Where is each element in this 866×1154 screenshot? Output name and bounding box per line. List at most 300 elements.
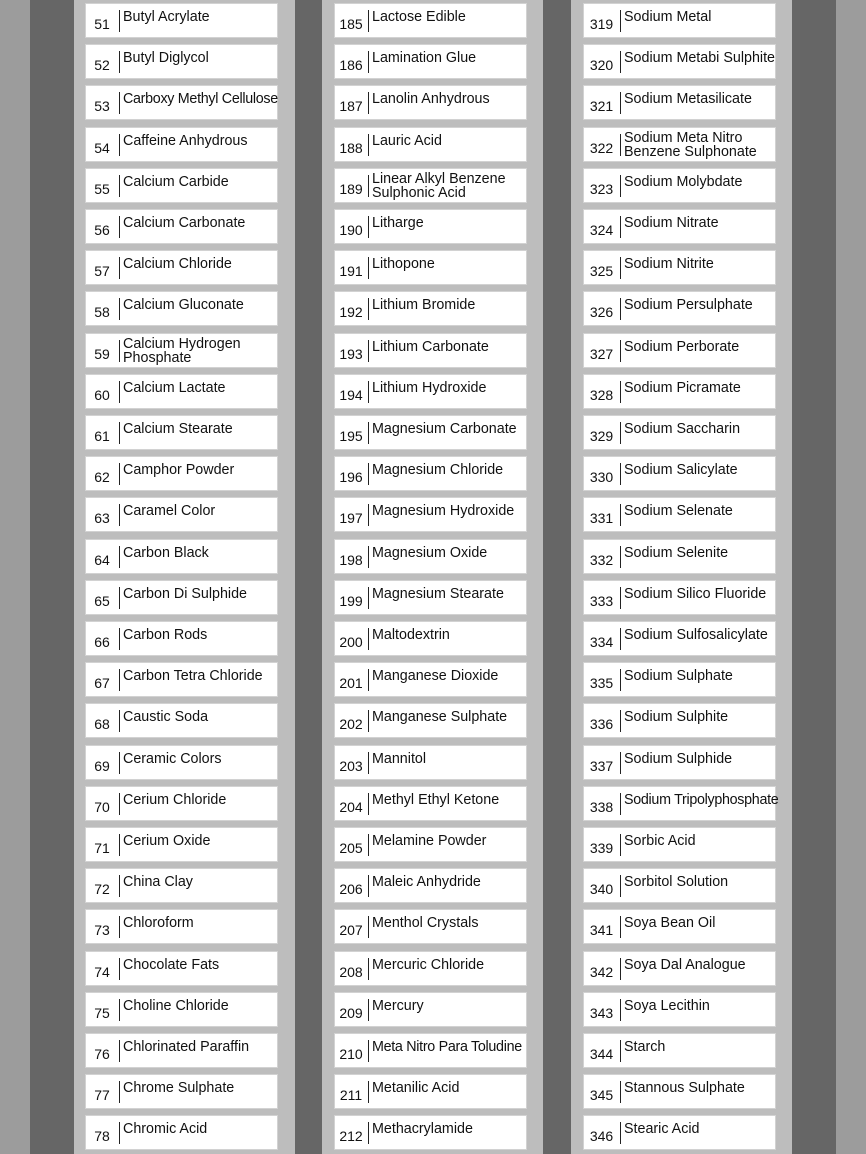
item-divider [119, 628, 120, 650]
item-divider [620, 1040, 621, 1062]
list-item [334, 85, 527, 120]
item-number: 337 [589, 758, 614, 774]
list-item [85, 909, 278, 944]
list-item [85, 497, 278, 532]
item-number: 71 [94, 840, 110, 856]
list-item [583, 703, 776, 738]
item-divider [119, 216, 120, 238]
item-divider [620, 669, 621, 691]
item-name: Lactose Edible [372, 8, 466, 25]
item-name: Melamine Powder [372, 832, 487, 849]
item-name: Manganese Dioxide [372, 667, 499, 684]
item-number: 53 [94, 98, 110, 114]
list-item [85, 374, 278, 409]
item-number: 73 [94, 922, 110, 938]
item-name: Cerium Chloride [123, 791, 227, 808]
list-item [583, 992, 776, 1027]
item-name: Magnesium Stearate [372, 585, 504, 602]
list-item [334, 1074, 527, 1109]
list-item [334, 951, 527, 986]
item-name: Sodium Saccharin [624, 420, 741, 437]
item-divider [119, 1081, 120, 1103]
item-number: 332 [589, 552, 614, 568]
item-number: 341 [589, 922, 614, 938]
item-number: 346 [589, 1128, 614, 1144]
item-divider [119, 546, 120, 568]
list-item [85, 868, 278, 903]
item-name: Methyl Ethyl Ketone [372, 791, 500, 808]
list-item [85, 621, 278, 656]
item-number: 333 [589, 593, 614, 609]
item-divider [620, 175, 621, 197]
item-divider [368, 92, 369, 114]
item-number: 206 [339, 881, 363, 897]
stripe-right-outer [836, 0, 866, 1154]
list-item [334, 497, 527, 532]
item-name: Sodium Nitrite [624, 255, 714, 272]
item-divider [620, 752, 621, 774]
item-name: Cerium Oxide [123, 832, 211, 849]
item-name: Magnesium Hydroxide [372, 502, 515, 519]
list-item [85, 291, 278, 326]
list-item [334, 3, 527, 38]
item-name: Calcium Gluconate [123, 296, 244, 313]
item-name: Linear Alkyl Benzene Sulphonic Acid [372, 170, 506, 201]
item-name: Sodium Silico Fluoride [624, 585, 767, 602]
list-item [334, 992, 527, 1027]
item-name: Metanilic Acid [372, 1079, 460, 1096]
list-item [583, 745, 776, 780]
list-item [334, 168, 527, 203]
list-item [583, 662, 776, 697]
item-name: Caffeine Anhydrous [123, 132, 248, 149]
item-number: 326 [589, 304, 614, 320]
item-number: 345 [589, 1087, 614, 1103]
list-item [334, 456, 527, 491]
item-divider [368, 298, 369, 320]
item-divider [368, 834, 369, 856]
item-number: 59 [94, 346, 110, 362]
item-name: Sodium Perborate [624, 338, 740, 355]
item-number: 319 [589, 16, 614, 32]
list-item [85, 992, 278, 1027]
list-item [334, 250, 527, 285]
list-item [583, 250, 776, 285]
item-divider [620, 999, 621, 1021]
item-number: 322 [589, 140, 614, 156]
list-item [85, 827, 278, 862]
item-divider [119, 175, 120, 197]
list-item [85, 250, 278, 285]
item-divider [620, 463, 621, 485]
item-number: 51 [94, 16, 110, 32]
item-number: 58 [94, 304, 110, 320]
list-item [334, 209, 527, 244]
item-divider [368, 1040, 369, 1062]
item-name: China Clay [123, 873, 193, 890]
item-number: 329 [589, 428, 614, 444]
item-name: Lithium Hydroxide [372, 379, 487, 396]
item-number: 68 [94, 716, 110, 732]
item-name: Menthol Crystals [372, 914, 479, 931]
item-divider [368, 175, 369, 197]
item-name: Caustic Soda [123, 708, 209, 725]
item-name: Magnesium Chloride [372, 461, 504, 478]
item-divider [368, 257, 369, 279]
item-number: 198 [339, 552, 363, 568]
item-number: 194 [339, 387, 363, 403]
item-name: Calcium Carbide [123, 173, 229, 190]
item-number: 209 [339, 1005, 363, 1021]
item-name: Carbon Di Sulphide [123, 585, 247, 602]
list-item [583, 374, 776, 409]
item-name: Maltodextrin [372, 626, 450, 643]
item-name: Camphor Powder [123, 461, 235, 478]
item-divider [620, 834, 621, 856]
item-number: 186 [339, 57, 363, 73]
item-name: Sodium Tripolyphosphate [624, 791, 779, 808]
item-name: Meta Nitro Para Toludine [372, 1038, 522, 1055]
item-number: 200 [339, 634, 363, 650]
item-number: 320 [589, 57, 614, 73]
item-divider [620, 92, 621, 114]
item-name: Litharge [372, 214, 424, 231]
item-divider [368, 381, 369, 403]
item-divider [620, 340, 621, 362]
list-item [334, 909, 527, 944]
item-number: 212 [339, 1128, 363, 1144]
item-divider [119, 710, 120, 732]
item-number: 211 [339, 1087, 363, 1103]
item-number: 207 [339, 922, 363, 938]
item-name: Maleic Anhydride [372, 873, 481, 890]
item-name: Carboxy Methyl Cellulose [123, 90, 278, 107]
list-item [334, 868, 527, 903]
item-name: Caramel Color [123, 502, 216, 519]
item-name: Sodium Metal [624, 8, 712, 25]
item-number: 334 [589, 634, 614, 650]
list-item [334, 1115, 527, 1150]
list-item [85, 127, 278, 162]
list-item [85, 209, 278, 244]
list-item [334, 333, 527, 368]
item-number: 325 [589, 263, 614, 279]
item-name: Sodium Sulfosalicylate [624, 626, 768, 643]
item-divider [620, 504, 621, 526]
item-number: 62 [94, 469, 110, 485]
list-item [583, 456, 776, 491]
list-item [583, 209, 776, 244]
list-item [583, 909, 776, 944]
item-number: 203 [339, 758, 363, 774]
item-name: Choline Chloride [123, 997, 229, 1014]
list-item [334, 44, 527, 79]
item-number: 204 [339, 799, 363, 815]
item-name: Soya Lecithin [624, 997, 710, 1014]
item-divider [620, 422, 621, 444]
list-item [85, 1115, 278, 1150]
list-item [334, 745, 527, 780]
item-number: 60 [94, 387, 110, 403]
item-divider [119, 875, 120, 897]
list-item [85, 44, 278, 79]
item-name: Lanolin Anhydrous [372, 90, 490, 107]
item-name: Sorbic Acid [624, 832, 696, 849]
list-item [85, 703, 278, 738]
item-divider [119, 587, 120, 609]
item-number: 197 [339, 510, 363, 526]
list-item [85, 580, 278, 615]
item-divider [620, 710, 621, 732]
list-item [85, 1074, 278, 1109]
item-number: 331 [589, 510, 614, 526]
item-number: 189 [339, 181, 363, 197]
item-name: Sodium Sulphide [624, 750, 733, 767]
item-name: Magnesium Carbonate [372, 420, 517, 437]
item-number: 335 [589, 675, 614, 691]
item-name: Manganese Sulphate [372, 708, 508, 725]
item-divider [368, 752, 369, 774]
item-divider [620, 1122, 621, 1144]
item-number: 61 [94, 428, 110, 444]
item-number: 72 [94, 881, 110, 897]
item-name: Calcium Chloride [123, 255, 232, 272]
item-number: 338 [589, 799, 614, 815]
item-name: Mercury [372, 997, 424, 1014]
list-item [334, 703, 527, 738]
item-name: Calcium Lactate [123, 379, 226, 396]
list-item [334, 374, 527, 409]
item-divider [368, 999, 369, 1021]
item-name: Chlorinated Paraffin [123, 1038, 250, 1055]
item-divider [119, 834, 120, 856]
item-divider [368, 1081, 369, 1103]
item-divider [119, 793, 120, 815]
item-divider [368, 669, 369, 691]
item-divider [119, 298, 120, 320]
item-divider [368, 134, 369, 156]
list-item [583, 333, 776, 368]
item-name: Sodium Selenate [624, 502, 733, 519]
item-divider [119, 51, 120, 73]
item-number: 187 [339, 98, 363, 114]
item-number: 56 [94, 222, 110, 238]
item-name: Carbon Black [123, 544, 209, 561]
item-divider [119, 381, 120, 403]
item-number: 78 [94, 1128, 110, 1144]
stripe-left-outer [0, 0, 30, 1154]
item-divider [620, 587, 621, 609]
item-divider [368, 958, 369, 980]
item-number: 65 [94, 593, 110, 609]
item-divider [368, 710, 369, 732]
item-number: 54 [94, 140, 110, 156]
item-number: 201 [339, 675, 363, 691]
item-divider [368, 422, 369, 444]
list-item [334, 662, 527, 697]
list-item [583, 951, 776, 986]
item-name: Butyl Acrylate [123, 8, 210, 25]
item-divider [368, 628, 369, 650]
item-name: Calcium Hydrogen Phosphate [123, 335, 241, 366]
item-name: Soya Dal Analogue [624, 956, 746, 973]
item-name: Chrome Sulphate [123, 1079, 235, 1096]
stripe-left-dark [30, 0, 74, 1154]
list-item [583, 827, 776, 862]
item-number: 69 [94, 758, 110, 774]
item-divider [119, 752, 120, 774]
item-divider [368, 587, 369, 609]
item-number: 344 [589, 1046, 614, 1062]
item-name: Methacrylamide [372, 1120, 473, 1137]
item-number: 202 [339, 716, 363, 732]
item-number: 75 [94, 1005, 110, 1021]
item-number: 324 [589, 222, 614, 238]
list-item [583, 1115, 776, 1150]
item-name: Calcium Carbonate [123, 214, 246, 231]
item-divider [620, 216, 621, 238]
item-name: Lithium Carbonate [372, 338, 489, 355]
item-divider [620, 916, 621, 938]
list-item [583, 3, 776, 38]
item-name: Carbon Rods [123, 626, 208, 643]
item-name: Ceramic Colors [123, 750, 222, 767]
item-name: Mannitol [372, 750, 427, 767]
item-name: Sodium Nitrate [624, 214, 719, 231]
item-number: 196 [339, 469, 363, 485]
item-name: Mercuric Chloride [372, 956, 485, 973]
item-name: Sodium Picramate [624, 379, 741, 396]
list-item [85, 786, 278, 821]
item-divider [368, 51, 369, 73]
list-item [85, 662, 278, 697]
list-item [583, 85, 776, 120]
list-item [583, 868, 776, 903]
item-divider [620, 1081, 621, 1103]
list-item [583, 44, 776, 79]
list-item [85, 415, 278, 450]
list-item [583, 168, 776, 203]
item-divider [119, 340, 120, 362]
item-divider [368, 463, 369, 485]
item-number: 205 [339, 840, 363, 856]
item-divider [119, 1040, 120, 1062]
item-divider [368, 340, 369, 362]
item-number: 74 [94, 964, 110, 980]
item-number: 342 [589, 964, 614, 980]
list-item [85, 168, 278, 203]
list-item [85, 745, 278, 780]
list-item [334, 415, 527, 450]
item-divider [119, 669, 120, 691]
item-number: 328 [589, 387, 614, 403]
item-number: 327 [589, 346, 614, 362]
item-number: 55 [94, 181, 110, 197]
item-name: Stannous Sulphate [624, 1079, 745, 1096]
item-name: Sorbitol Solution [624, 873, 729, 890]
item-divider [119, 10, 120, 32]
list-item [583, 1074, 776, 1109]
item-name: Sodium Meta Nitro Benzene Sulphonate [624, 129, 757, 160]
item-number: 64 [94, 552, 110, 568]
item-divider [620, 51, 621, 73]
item-name: Chromic Acid [123, 1120, 208, 1137]
item-number: 199 [339, 593, 363, 609]
list-item [85, 3, 278, 38]
item-divider [119, 134, 120, 156]
item-divider [119, 92, 120, 114]
item-name: Sodium Persulphate [624, 296, 753, 313]
item-number: 52 [94, 57, 110, 73]
item-divider [368, 1122, 369, 1144]
stripe-gap-2 [543, 0, 571, 1154]
list-item [583, 497, 776, 532]
item-divider [620, 546, 621, 568]
item-number: 323 [589, 181, 614, 197]
item-number: 339 [589, 840, 614, 856]
list-item [583, 580, 776, 615]
item-number: 77 [94, 1087, 110, 1103]
item-divider [620, 257, 621, 279]
item-divider [119, 958, 120, 980]
list-item [334, 1033, 527, 1068]
item-divider [368, 916, 369, 938]
item-name: Chloroform [123, 914, 194, 931]
item-divider [620, 875, 621, 897]
item-number: 70 [94, 799, 110, 815]
item-name: Sodium Metabi Sulphite [624, 49, 775, 66]
item-name: Lithopone [372, 255, 435, 272]
list-item [334, 621, 527, 656]
item-name: Lamination Glue [372, 49, 477, 66]
item-name: Sodium Sulphite [624, 708, 729, 725]
item-number: 330 [589, 469, 614, 485]
list-item [334, 291, 527, 326]
item-name: Starch [624, 1038, 666, 1055]
list-item [85, 951, 278, 986]
item-name: Magnesium Oxide [372, 544, 488, 561]
item-number: 185 [339, 16, 363, 32]
item-divider [119, 916, 120, 938]
item-divider [620, 10, 621, 32]
item-divider [620, 298, 621, 320]
item-divider [620, 628, 621, 650]
list-item [583, 786, 779, 821]
item-name: Carbon Tetra Chloride [123, 667, 263, 684]
item-name: Sodium Metasilicate [624, 90, 752, 107]
item-number: 193 [339, 346, 363, 362]
item-divider [119, 504, 120, 526]
list-item [85, 333, 278, 368]
item-divider [620, 958, 621, 980]
item-name: Sodium Selenite [624, 544, 729, 561]
list-item [85, 1033, 278, 1068]
list-item [334, 127, 527, 162]
stripe-right-dark [792, 0, 836, 1154]
list-item [583, 291, 776, 326]
item-name: Soya Bean Oil [624, 914, 716, 931]
list-item [85, 456, 278, 491]
list-item [85, 85, 278, 120]
list-item [334, 786, 527, 821]
list-item [334, 827, 527, 862]
list-item [85, 539, 278, 574]
item-number: 76 [94, 1046, 110, 1062]
item-name: Butyl Diglycol [123, 49, 209, 66]
item-name: Lauric Acid [372, 132, 442, 149]
item-number: 188 [339, 140, 363, 156]
item-number: 340 [589, 881, 614, 897]
